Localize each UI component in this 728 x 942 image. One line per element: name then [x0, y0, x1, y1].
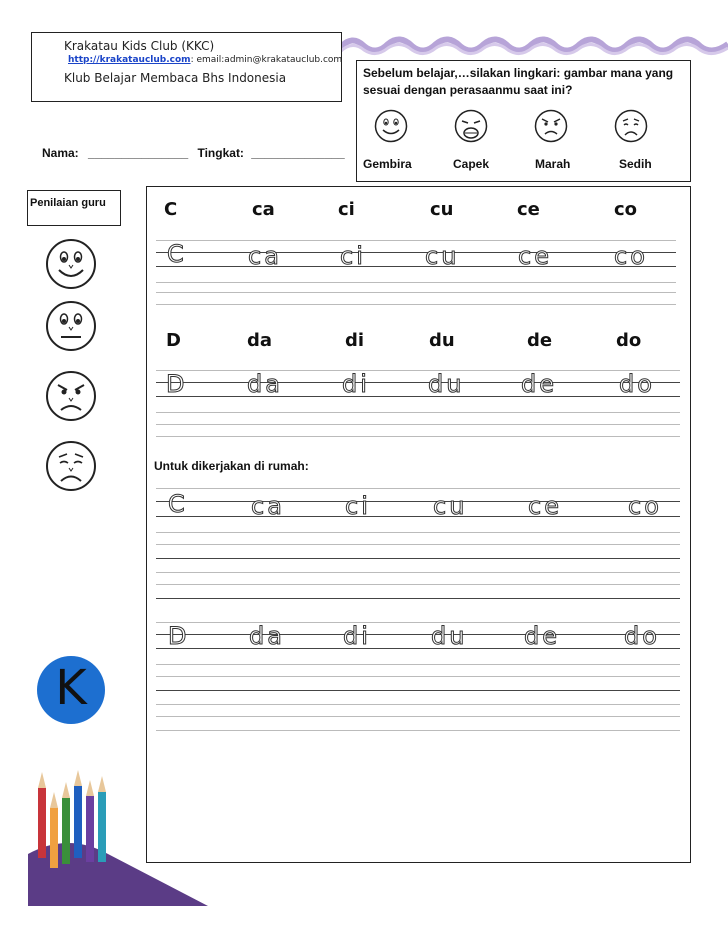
worksheet-frame — [146, 186, 691, 863]
letter-k-badge — [37, 656, 105, 724]
mood-question: Sebelum belajar,…silakan lingkari: gambar mana yang sesuai dengan perasaanmu saat ini? — [363, 66, 674, 97]
mood-selection-box — [356, 60, 691, 182]
homework-trace-ce: ce — [528, 492, 562, 520]
teacher-angry-face-icon[interactable] — [45, 370, 97, 422]
club-email: : email:admin@krakatauclub.com — [190, 55, 343, 65]
heading-di: di — [345, 330, 365, 351]
mood-label-happy: Gembira — [363, 157, 412, 171]
mood-angry-face-icon[interactable] — [534, 109, 568, 143]
teacher-tired-face-icon[interactable] — [45, 300, 97, 352]
name-label: Nama: — [42, 146, 79, 160]
mood-label-sad: Sedih — [619, 157, 652, 171]
homework-label: Untuk dikerjakan di rumah: — [154, 459, 309, 473]
mood-label-tired: Capek — [453, 157, 490, 171]
homework-trace-ci: ci — [345, 492, 371, 520]
mood-happy-face-icon[interactable] — [374, 109, 408, 143]
homework-trace-de: de — [524, 622, 560, 650]
teacher-assessment-box — [27, 190, 121, 226]
heading-do: do — [616, 330, 642, 351]
trace-ci: ci — [340, 242, 366, 270]
level-field[interactable]: ______________ — [251, 146, 345, 160]
heading-ci: ci — [338, 199, 355, 220]
trace-cu: cu — [425, 242, 460, 270]
heading-c: C — [164, 199, 178, 220]
trace-c: C — [167, 240, 187, 268]
heading-d: D — [166, 330, 181, 351]
club-header-box — [31, 32, 342, 102]
heading-da: da — [247, 330, 273, 351]
level-label: Tingkat: — [197, 146, 244, 160]
homework-trace-co: co — [628, 492, 662, 520]
teacher-sad-face-icon[interactable] — [45, 440, 97, 492]
mood-tired-face-icon[interactable] — [454, 109, 488, 143]
homework-trace-du: du — [431, 622, 468, 650]
heading-de: de — [527, 330, 553, 351]
heading-ca: ca — [252, 199, 275, 220]
homework-trace-cu: cu — [433, 492, 468, 520]
homework-trace-da: da — [249, 622, 285, 650]
mood-label-angry: Marah — [535, 157, 571, 171]
club-contact — [68, 55, 342, 65]
name-field[interactable]: _______________ — [88, 146, 189, 160]
trace-de: de — [521, 370, 557, 398]
trace-d: D — [166, 370, 188, 398]
trace-ca: ca — [248, 242, 282, 270]
trace-ce: ce — [518, 242, 552, 270]
mood-sad-face-icon[interactable] — [614, 109, 648, 143]
teacher-assessment-label: Penilaian guru — [30, 197, 106, 209]
heading-du: du — [429, 330, 455, 351]
trace-da: da — [247, 370, 283, 398]
decorative-wave-border — [340, 30, 728, 58]
club-subtitle: Klub Belajar Membaca Bhs Indonesia — [64, 71, 287, 85]
trace-du: du — [428, 370, 465, 398]
homework-trace-ca: ca — [251, 492, 285, 520]
student-info-line — [42, 146, 345, 160]
homework-trace-do: do — [624, 622, 660, 650]
heading-ce: ce — [517, 199, 540, 220]
website-link[interactable]: http://krakatauclub.com — [68, 55, 191, 65]
homework-trace-di: di — [343, 622, 371, 650]
trace-do: do — [619, 370, 655, 398]
homework-trace-c: C — [168, 490, 188, 518]
heading-co: co — [614, 199, 638, 220]
teacher-happy-face-icon[interactable] — [45, 238, 97, 290]
club-name: Krakatau Kids Club (KKC) — [64, 39, 215, 53]
trace-di: di — [342, 370, 370, 398]
homework-trace-d: D — [168, 622, 190, 650]
heading-cu: cu — [430, 199, 454, 220]
badge-letter: K — [55, 660, 87, 716]
trace-co: co — [614, 242, 648, 270]
